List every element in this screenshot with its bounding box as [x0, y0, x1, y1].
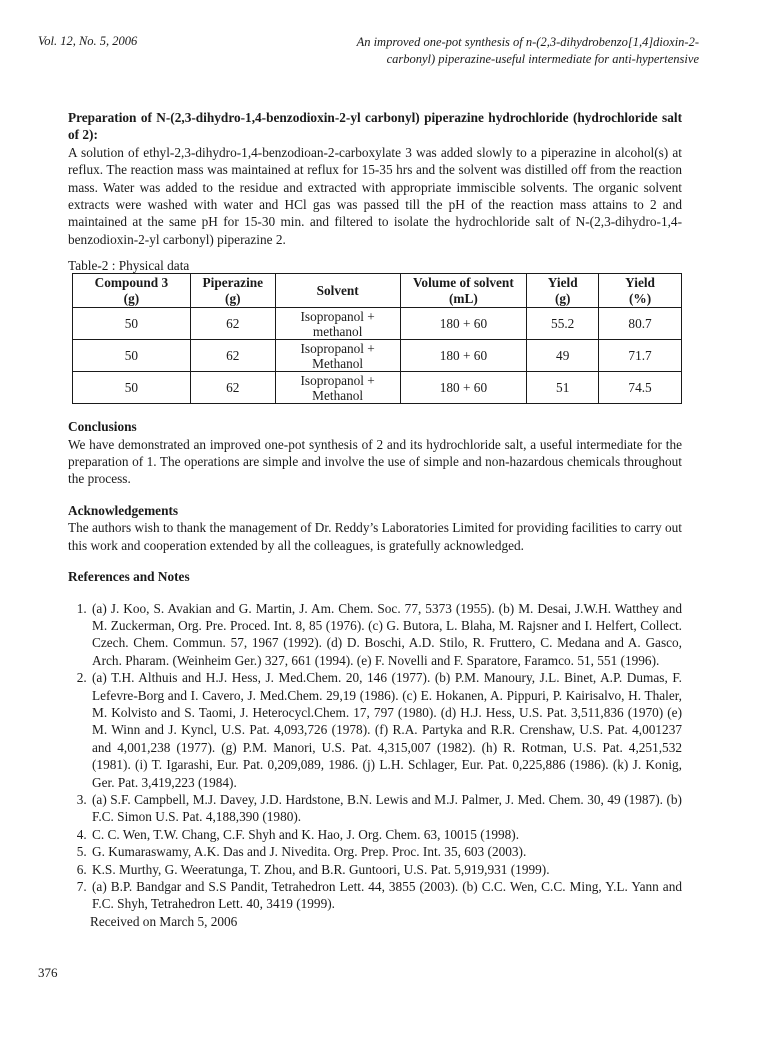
- preparation-heading: Preparation of N-(2,3-dihydro-1,4-benzodioxin-2-yl carbonyl) piperazine hydrochloride (hydrochloride salt of 2):: [68, 110, 682, 143]
- running-header-volume: Vol. 12, No. 5, 2006: [38, 34, 138, 48]
- cell-yield-g: 55.2: [527, 308, 599, 340]
- conclusions-heading: Conclusions: [68, 419, 137, 435]
- reference-item: 6. K.S. Murthy, G. Weeratunga, T. Zhou, and B.R. Guntoori, U.S. Pat. 5,919,931 (1999).: [90, 861, 682, 878]
- references-heading: References and Notes: [68, 569, 190, 585]
- cell-piperazine: 62: [190, 308, 275, 340]
- cell-yield-pct: 74.5: [599, 372, 682, 404]
- cell-solvent: Isopropanol + methanol: [275, 308, 400, 340]
- table-row: [73, 340, 682, 372]
- cell-yield-pct: 80.7: [599, 308, 682, 340]
- running-header-title: An improved one-pot synthesis of n-(2,3-dihydrobenzo[1,4]dioxin-2-carbonyl) piperazine-useful intermediate for anti-hypertensive: [356, 35, 699, 66]
- received-date: Received on March 5, 2006: [90, 913, 238, 929]
- cell-volume: 180 + 60: [400, 340, 527, 372]
- cell-yield-pct: 71.7: [599, 340, 682, 372]
- physical-data-table: [72, 273, 682, 404]
- reference-item: 7. (a) B.P. Bandgar and S.S Pandit, Tetrahedron Lett. 44, 3855 (2003). (b) C.C. Wen, C.C. Ming, Y.L. Yann and F.C. Shyh, Tetrahedron Lett. 40, 3419 (1999).: [90, 878, 682, 913]
- table-header-row: [73, 274, 682, 308]
- reference-item: 2. (a) T.H. Althuis and H.J. Hess, J. Med.Chem. 20, 146 (1977). (b) P.M. Manoury, J.L. Binet, A.P. Dumas, F. Lefevre-Borg and I. Cavero, J. Med.Chem. 29,19 (1986). (c) E. Hokanen, A. Pippuri, P. Kairisalvo, H. Thaler, M. Kolvisto and S. Taomi, J. Heterocycl.Chem. 17, 797 (1980). (d) H.J. Hess, U.S. Pat. 3,511,836 (1970) (e) M. Winn and J. Kyncl, U.S. Pat. 4,093,726 (1978). (f) R.A. Partyka and R.R. Crenshaw, U.S. Pat. 4,001237 and 4,001,238 (1977). (g) P.M. Manori, U.S. Pat. 4,315,007 (1982). (h) R. Rotman, U.S. Pat. 4,251,532 (1981). (i) T. Igarashi, Eur. Pat. 0,209,089, 1986. (j) L.H. Schlager, Eur. Pat. 0,225,886 (1986). (k) J. Konig, Ger. Pat. 3,419,223 (1984).: [90, 669, 682, 791]
- table-row: [73, 372, 682, 404]
- reference-item: 3. (a) S.F. Campbell, M.J. Davey, J.D. Hardstone, B.N. Lewis and M.J. Palmer, J. Med. Chem. 30, 49 (1987). (b) F.C. Simon U.S. Pat. 4,188,390 (1980).: [90, 791, 682, 826]
- page-number: 376: [38, 965, 58, 980]
- table-row: [73, 308, 682, 340]
- cell-yield-g: 49: [527, 340, 599, 372]
- cell-piperazine: 62: [190, 372, 275, 404]
- acknowledgements-heading: Acknowledgements: [68, 502, 179, 518]
- cell-piperazine: 62: [190, 340, 275, 372]
- cell-volume: 180 + 60: [400, 308, 527, 340]
- cell-volume: 180 + 60: [400, 372, 527, 404]
- cell-solvent: Isopropanol + Methanol: [275, 372, 400, 404]
- header-solvent: Solvent: [275, 274, 400, 308]
- article-body: [68, 109, 682, 930]
- header-yield-pct: Yield (%): [599, 274, 682, 308]
- cell-yield-g: 51: [527, 372, 599, 404]
- cell-solvent: Isopropanol + Methanol: [275, 340, 400, 372]
- table-caption: Table-2 : Physical data: [68, 258, 190, 274]
- cell-compound: 50: [73, 308, 191, 340]
- reference-item: 1. (a) J. Koo, S. Avakian and G. Martin, J. Am. Chem. Soc. 77, 5373 (1955). (b) M. Desai, J.W.H. Watthey and M. Zuckerman, Org. Pre. Proced. Int. 8, 85 (1976). (c) G. Butora, L. Blaha, M. Rajsner and I. Helfert, Collect. Czech. Chem. Commun. 57, 1967 (1992). (d) D. Boschi, A.D. Stilo, R. Fruttero, C. Medana and A. Gasco, Arch. Pharam. (Weinheim Ger.) 327, 661 (1994). (e) F. Novelli and F. Sparatore, Faramco. 51, 551 (1996).: [90, 600, 682, 670]
- conclusions-paragraph: We have demonstrated an improved one-pot synthesis of 2 and its hydrochloride salt, a useful intermediate for the preparation of 1. The operations are simple and involve the use of simple and non-hazardous chemicals throughout the process.: [68, 436, 682, 487]
- reference-item: 4. C. C. Wen, T.W. Chang, C.F. Shyh and K. Hao, J. Org. Chem. 63, 10015 (1998).: [90, 826, 682, 843]
- references-list: [68, 600, 682, 913]
- header-compound: Compound 3 (g): [73, 274, 191, 308]
- cell-compound: 50: [73, 340, 191, 372]
- acknowledgements-paragraph: The authors wish to thank the management of Dr. Reddy’s Laboratories Limited for providing facilities to carry out this work and cooperation extended by all the colleagues, is gratefully acknowledged.: [68, 520, 682, 553]
- header-volume: Volume of solvent (mL): [400, 274, 527, 308]
- cell-compound: 50: [73, 372, 191, 404]
- header-piperazine: Piperazine (g): [190, 274, 275, 308]
- preparation-paragraph: A solution of ethyl-2,3-dihydro-1,4-benzodioan-2-carboxylate 3 was added slowly to a piperazine in alcohol(s) at reflux. The reaction mass was maintained at reflux for 15-35 hrs and the solvent was distilled off from the reaction mass. Water was added to the residue and extracted with appropriate immiscible solvents. The organic solvent extracts were washed with water and HCl gas was passed till the pH of the reaction mass attains to 2 and maintained at the same pH for 15-30 min. and filtered to isolate the hydrochloride salt of N-(2,3-dihydro-1,4-benzodioxin-2-yl carbonyl) piperazine 2.: [68, 144, 682, 247]
- header-yield-g: Yield (g): [527, 274, 599, 308]
- reference-item: 5. G. Kumaraswamy, A.K. Das and J. Nivedita. Org. Prep. Proc. Int. 35, 603 (2003).: [90, 843, 682, 860]
